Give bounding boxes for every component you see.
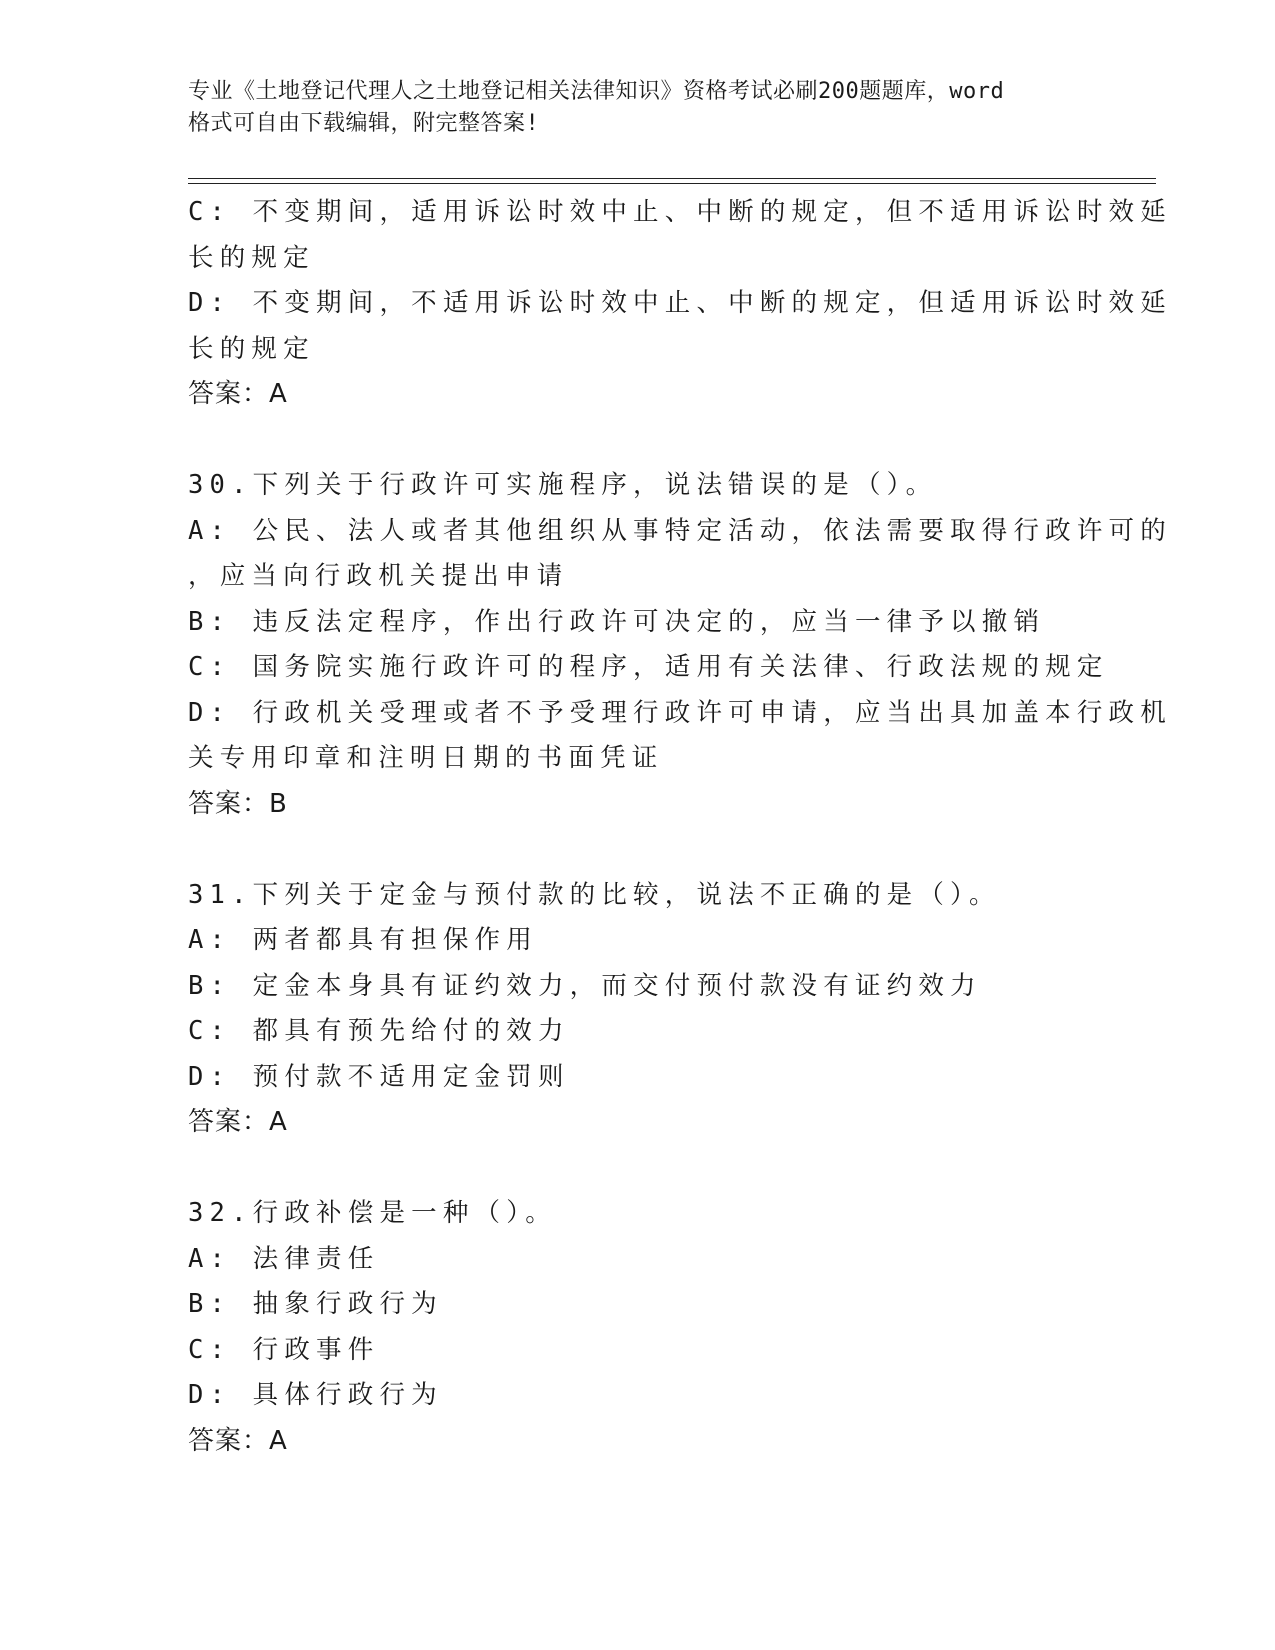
option-a-line-2: ，应当向行政机关提出申请 [188, 561, 569, 591]
option-b: B: 违反法定程序，作出行政许可决定的，应当一律予以撤销 [188, 606, 1046, 637]
option-d-line-2: 关专用印章和注明日期的书面凭证 [188, 743, 664, 773]
option-b: B: 抽象行政行为 [188, 1289, 443, 1319]
option-c: C: 行政事件 [188, 1334, 380, 1365]
question-31 [188, 873, 1088, 1146]
option-c: C: 国务院实施行政许可的程序，适用有关法律、行政法规的规定 [188, 652, 1109, 682]
question-previous [188, 190, 1172, 418]
option-d-line-2: 长的规定 [188, 333, 315, 364]
option-d-line-1: D: 行政机关受理或者不予受理行政许可申请，应当出具加盖本行政机 [188, 697, 1172, 728]
header-line-1: 专业《土地登记代理人之土地登记相关法律知识》资格考试必刷200题题库，word [188, 79, 1005, 104]
option-d: D: 预付款不适用定金罚则 [188, 1061, 570, 1092]
question-30 [188, 463, 1172, 827]
question-text: 31.下列关于定金与预付款的比较，说法不正确的是（）。 [188, 879, 1001, 910]
option-a: A: 法律责任 [188, 1243, 380, 1274]
option-d: D: 具体行政行为 [188, 1380, 443, 1410]
option-d-line-1: D: 不变期间，不适用诉讼时效中止、中断的规定，但适用诉讼时效延 [188, 288, 1172, 318]
header-line-2: 格式可自由下载编辑，附完整答案! [188, 111, 540, 136]
answer-line: 答案：A [188, 1107, 288, 1137]
question-32 [188, 1191, 1088, 1464]
document-body [188, 190, 1172, 1464]
option-c-line-1: C: 不变期间，适用诉讼时效中止、中断的规定，但不适用诉讼时效延 [188, 197, 1172, 227]
question-text: 30.下列关于行政许可实施程序，说法错误的是（）。 [188, 470, 938, 500]
option-a: A: 两者都具有担保作用 [188, 925, 538, 955]
header-divider-top [188, 178, 1156, 179]
answer-line: 答案：A [188, 379, 288, 409]
header-divider-bottom [188, 183, 1156, 184]
answer-line: 答案：B [188, 788, 288, 819]
question-text: 32.行政补偿是一种（）。 [188, 1198, 557, 1228]
option-b: B: 定金本身具有证约效力，而交付预付款没有证约效力 [188, 970, 982, 1001]
answer-line: 答案：A [188, 1425, 288, 1456]
option-c-line-2: 长的规定 [188, 242, 315, 273]
spacer [188, 1146, 1088, 1192]
document-header [188, 76, 1088, 140]
option-a-line-1: A: 公民、法人或者其他组织从事特定活动，依法需要取得行政许可的 [188, 515, 1172, 546]
spacer [188, 827, 1088, 873]
spacer [188, 418, 1088, 464]
option-c: C: 都具有预先给付的效力 [188, 1016, 570, 1046]
